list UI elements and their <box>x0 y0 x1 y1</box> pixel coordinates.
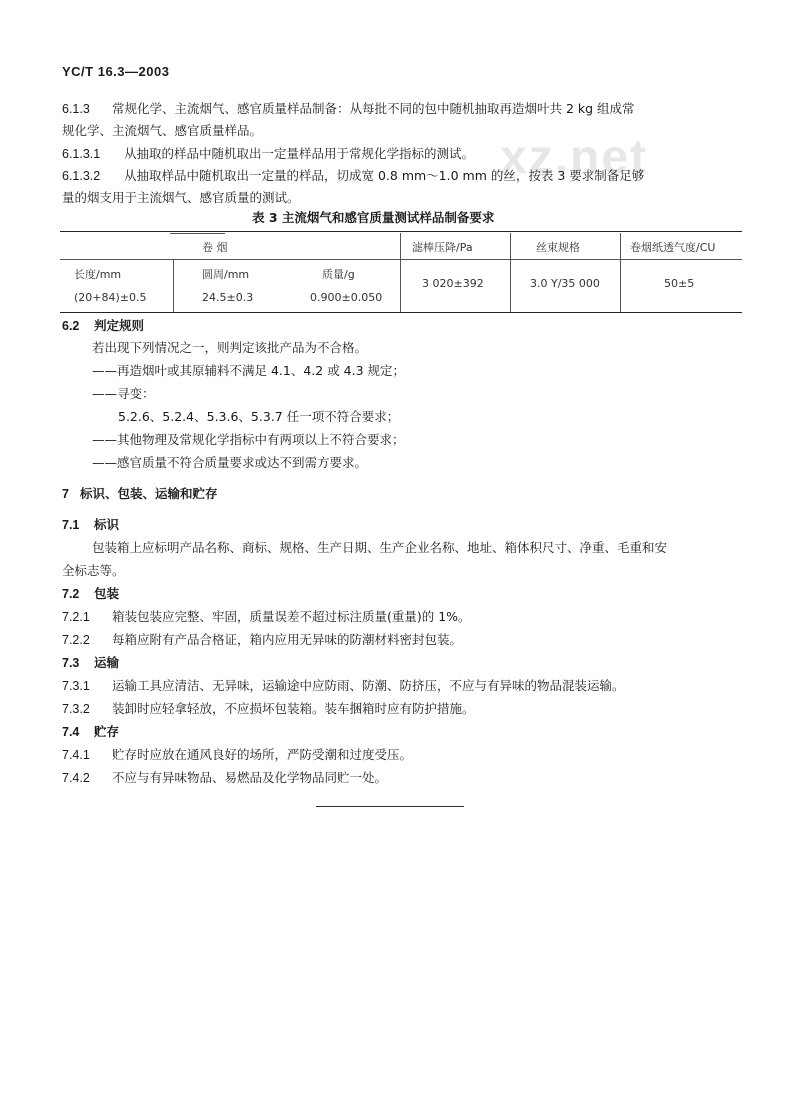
table-rule <box>170 233 225 234</box>
section-number: 7.4 <box>62 725 80 739</box>
table-rule <box>60 259 742 260</box>
marking-text-line1: 包装箱上应标明产品名称、商标、规格、生产日期、生产企业名称、地址、箱体积尺寸、净重、毛重和安 <box>92 540 668 555</box>
judgement-item: ——寻变： <box>92 386 155 401</box>
section-6-2-heading <box>62 318 144 334</box>
clause-6-1-3-line1 <box>62 101 635 117</box>
clause-6-1-3-1 <box>62 146 474 162</box>
table-rule <box>400 233 401 312</box>
judgement-item: ——感官质量不符合质量要求或达不到需方要求。 <box>92 455 368 470</box>
section-number: 7.3 <box>62 656 80 670</box>
clause-text: 每箱应附有产品合格证，箱内应用无异味的防潮材料密封包装。 <box>112 632 463 647</box>
table-cell-filter: 3.0 Y/35 000 <box>530 277 600 290</box>
table-rule <box>173 259 174 312</box>
clause-text: 装卸时应轻拿轻放，不应损坏包装箱。装车捆箱时应有防护措施。 <box>112 701 475 716</box>
standard-code-header: YC/T 16.3—2003 <box>62 64 170 79</box>
section-title: 包装 <box>94 586 120 601</box>
table-caption: 表 3 主流烟气和感官质量测试样品制备要求 <box>252 210 495 225</box>
clause-7-3-2 <box>62 701 475 717</box>
table-cell-mass: 0.900±0.050 <box>310 291 383 304</box>
section-7-1-heading <box>62 517 119 533</box>
table-header-filter: 丝束规格 <box>536 241 580 254</box>
clause-text: 运输工具应清洁、无异味，运输途中应防雨、防潮、防挤压，不应与有异味的物品混装运输。 <box>112 678 625 693</box>
clause-number: 7.4.1 <box>62 748 90 762</box>
section-number: 7.2 <box>62 587 80 601</box>
clause-number: 6.1.3.1 <box>62 147 101 161</box>
table-cell-vent: 50±5 <box>664 277 695 290</box>
clause-7-4-2 <box>62 770 387 786</box>
marking-text-line2: 全标志等。 <box>62 563 125 578</box>
section-7-2-heading <box>62 586 119 602</box>
judgement-item: ——其他物理及常规化学指标中有两项以上不符合要求； <box>92 432 405 447</box>
clause-number: 6.1.3 <box>62 102 90 116</box>
clause-number: 7.4.2 <box>62 771 90 785</box>
section-title: 标识 <box>94 517 120 532</box>
clause-text: 贮存时应放在通风良好的场所，严防受潮和过度受压。 <box>112 747 413 762</box>
clause-text: 从抽取样品中随机取出一定量的样品，切成宽 0.8 mm～1.0 mm 的丝，按表 3 要求制备足够 <box>124 168 645 183</box>
judgement-intro: 若出现下列情况之一，则判定该批产品为不合格。 <box>92 340 368 355</box>
clause-7-4-1 <box>62 747 412 763</box>
table-cell-circumference: 24.5±0.3 <box>202 291 254 304</box>
end-rule <box>316 806 464 807</box>
clause-7-3-1 <box>62 678 625 694</box>
clause-7-2-2 <box>62 632 462 648</box>
clause-6-1-3-line2: 规化学、主流烟气、感官质量样品。 <box>62 123 263 138</box>
table-header-mass: 质量/g <box>322 268 355 281</box>
clause-number: 7.3.1 <box>62 679 90 693</box>
table-cell-pressure: 3 020±392 <box>422 277 484 290</box>
section-title: 运输 <box>94 655 120 670</box>
section-number: 7.1 <box>62 518 80 532</box>
clause-text: 不应与有异味物品、易燃品及化学物品同贮一处。 <box>112 770 388 785</box>
judgement-subitem: 5.2.6、5.2.4、5.3.6、5.3.7 任一项不符合要求； <box>118 409 400 424</box>
table-header-length: 长度/mm <box>74 268 122 281</box>
chapter-title: 标识、包装、运输和贮存 <box>80 486 218 501</box>
clause-number: 7.2.1 <box>62 610 90 624</box>
table-header-vent: 卷烟纸透气度/CU <box>630 241 716 254</box>
clause-number: 6.1.3.2 <box>62 169 101 183</box>
section-7-4-heading <box>62 724 119 740</box>
clause-6-1-3-2-line1 <box>62 168 644 184</box>
clause-text: 从抽取的样品中随机取出一定量样品用于常规化学指标的测试。 <box>124 146 475 161</box>
section-7-3-heading <box>62 655 119 671</box>
table-header-circumference: 圆周/mm <box>202 268 250 281</box>
clause-number: 7.2.2 <box>62 633 90 647</box>
clause-text: 常规化学、主流烟气、感官质量样品制备：从每批不同的包中随机抽取再造烟叶共 2 kg 组成常 <box>112 101 635 116</box>
chapter-7-heading <box>62 486 218 502</box>
watermark: xz.net <box>500 131 649 184</box>
section-title: 判定规则 <box>94 318 145 333</box>
requirements-table <box>60 231 742 313</box>
table-group-header: 卷 烟 <box>202 241 228 254</box>
clause-number: 7.3.2 <box>62 702 90 716</box>
table-rule <box>510 233 511 312</box>
judgement-item: ——再造烟叶或其原辅料不满足 4.1、4.2 或 4.3 规定； <box>92 363 406 378</box>
section-title: 贮存 <box>94 724 120 739</box>
clause-text: 箱装包装应完整、牢固，质量误差不超过标注质量(重量)的 1%。 <box>112 609 471 624</box>
clause-7-2-1 <box>62 609 471 625</box>
chapter-number: 7 <box>62 487 69 501</box>
table-header-pressure: 滤棒压降/Pa <box>412 241 473 254</box>
section-number: 6.2 <box>62 319 80 333</box>
table-rule <box>620 233 621 312</box>
table-cell-length: (20+84)±0.5 <box>74 291 147 304</box>
clause-6-1-3-2-line2: 量的烟支用于主流烟气、感官质量的测试。 <box>62 190 300 205</box>
